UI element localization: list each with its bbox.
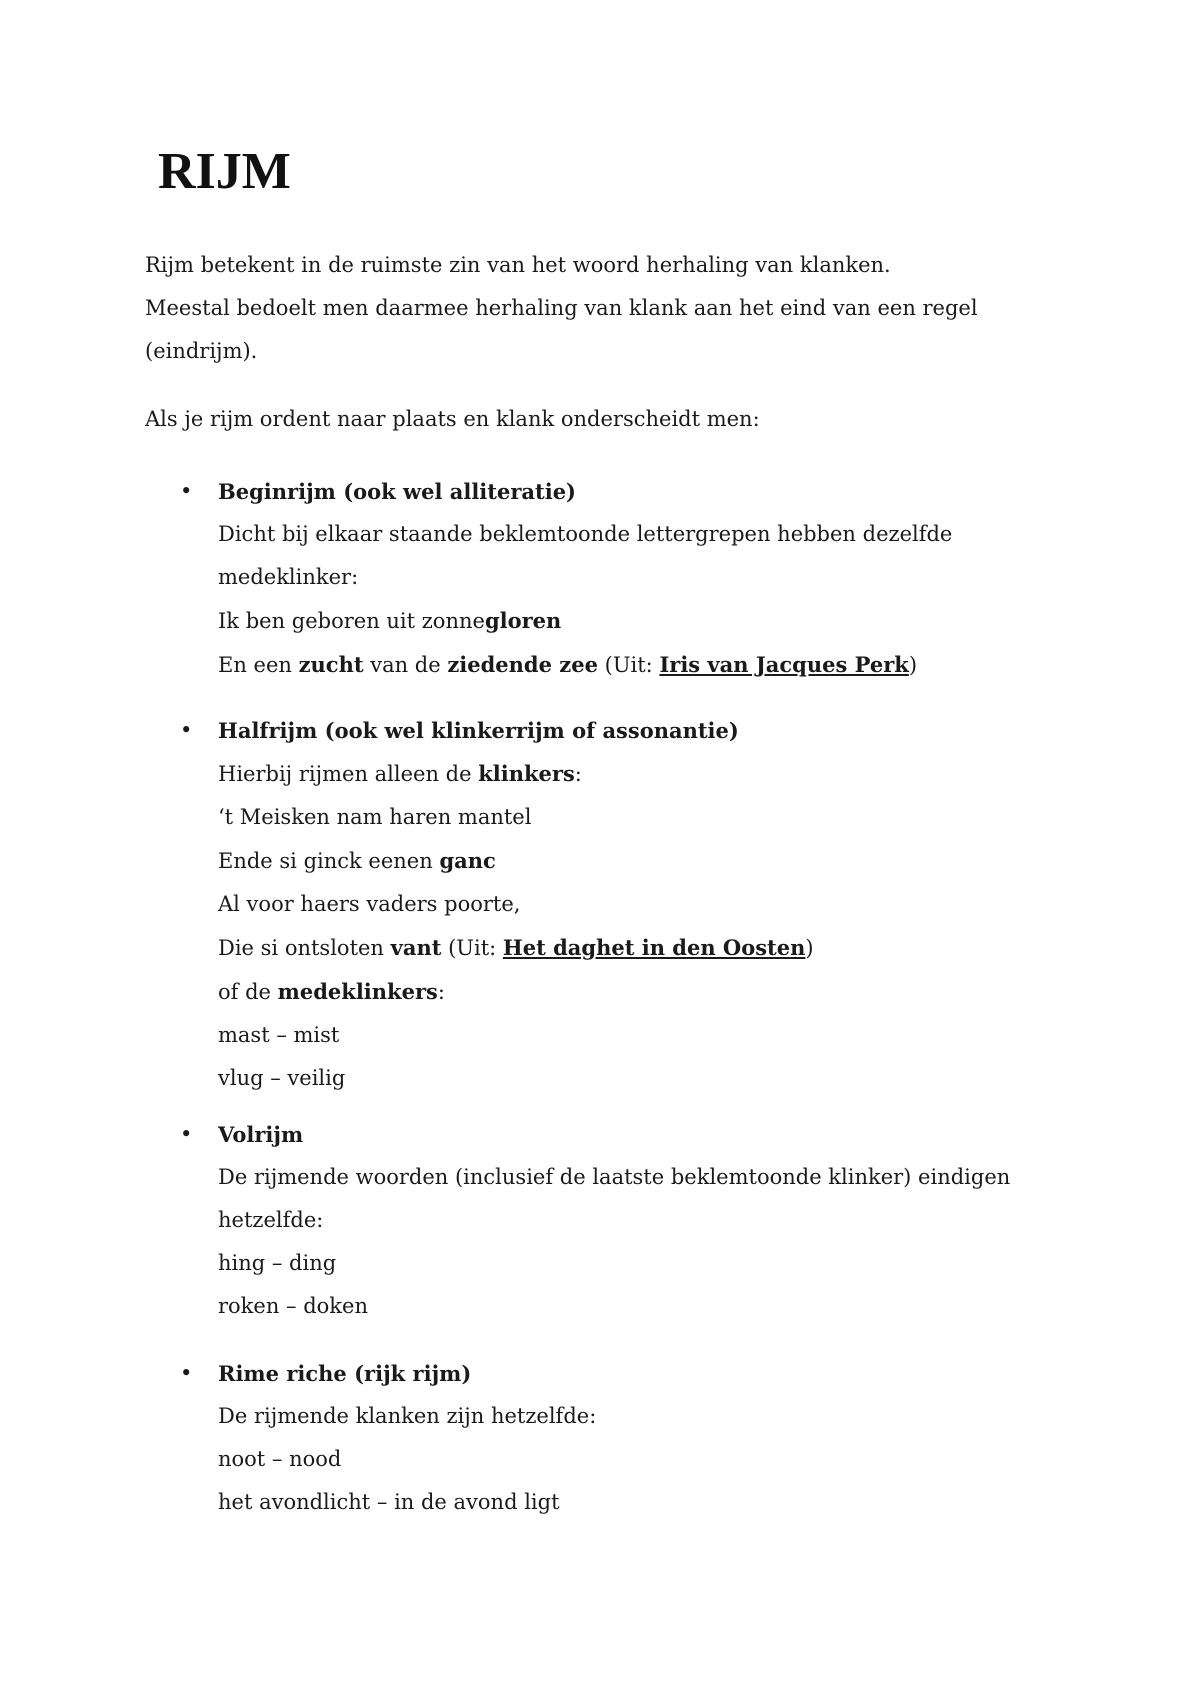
intro-paragraph <box>145 244 1045 373</box>
section-heading: Rime riche (rijk rijm) <box>218 1361 472 1386</box>
poem-line: Al voor haers vaders poorte, <box>218 892 521 916</box>
section-description: De rijmende woorden (inclusief de laatste beklemtoonde klinker) eindigen hetzelfde: <box>218 1165 1011 1232</box>
alt-description: of de medeklinkers: <box>218 979 445 1004</box>
section-heading: Halfrijm (ook wel klinkerrijm of assonantie) <box>218 718 739 743</box>
section-description: Hierbij rijmen alleen de klinkers: <box>218 761 582 786</box>
example-line: mast – mist <box>218 1023 340 1047</box>
section-description: De rijmende klanken zijn hetzelfde: <box>218 1404 597 1428</box>
page-title: RIJM <box>158 143 291 200</box>
example-line: hing – ding <box>218 1251 337 1275</box>
section-description: Dicht bij elkaar staande beklemtoonde lettergrepen hebben dezelfde medeklinker: <box>218 522 953 589</box>
lead-sentence: Als je rijm ordent naar plaats en klank onderscheidt men: <box>145 407 760 431</box>
example-line: het avondlicht – in de avond ligt <box>218 1490 560 1514</box>
section-heading: Volrijm <box>218 1122 304 1147</box>
example-line: vlug – veilig <box>218 1066 346 1090</box>
list-item-volrijm <box>145 1113 1045 1328</box>
example-line: En een zucht van de ziedende zee (Uit: Iris van Jacques Perk) <box>218 652 918 677</box>
example-line: Ik ben geboren uit zonnegloren <box>218 608 562 633</box>
intro-line: Meestal bedoelt men daarmee herhaling van klank aan het eind van een regel (eindrijm). <box>145 296 978 363</box>
example-line: noot – nood <box>218 1447 342 1471</box>
source-reference: Het daghet in den Oosten <box>502 935 806 960</box>
example-line: roken – doken <box>218 1294 368 1318</box>
bullet-icon: • <box>180 718 193 742</box>
poem-line: Ende si ginck eenen ganc <box>218 848 496 873</box>
section-heading: Beginrijm (ook wel alliteratie) <box>218 479 576 504</box>
intro-line: Rijm betekent in de ruimste zin van het woord herhaling van klanken. <box>145 253 891 277</box>
bullet-icon: • <box>180 479 193 503</box>
list-item-halfrijm <box>145 709 1045 1100</box>
list-item-beginrijm <box>145 470 1045 687</box>
poem-line: Die si ontsloten vant (Uit: Het daghet in den Oosten) <box>218 935 814 960</box>
poem-line: ‘t Meisken nam haren mantel <box>218 805 532 829</box>
list-item-rime-riche <box>145 1352 1045 1524</box>
bullet-icon: • <box>180 1361 193 1385</box>
bullet-icon: • <box>180 1122 193 1146</box>
source-reference: Iris van Jacques Perk <box>659 652 909 677</box>
